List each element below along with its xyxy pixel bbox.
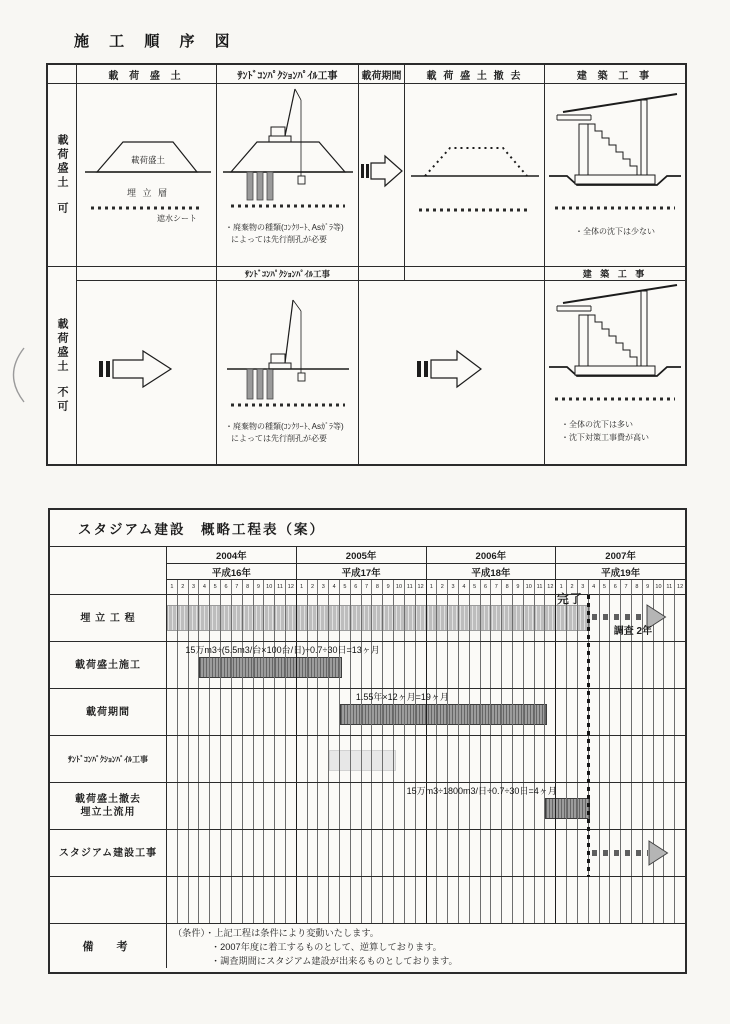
svg-text:によっては先行削孔が必要: によっては先行削孔が必要 (231, 235, 327, 244)
seq-r1-removal-cell (405, 84, 545, 267)
gantt-title: スタジアム建設 概略工程表（案） (50, 510, 685, 547)
month-cell: 3 (578, 580, 589, 595)
month-cell: 8 (372, 580, 383, 595)
month-cell: 7 (232, 580, 243, 595)
bar-annotation: 15万m3÷1800m3/日÷0.7÷30日=4ヶ月 (406, 786, 557, 796)
month-cell: 9 (383, 580, 394, 595)
sand-compaction-pile-diagram (217, 281, 359, 464)
month-cell: 4 (199, 580, 210, 595)
month-cell: 7 (621, 580, 632, 595)
gantt-year-row-wareki (167, 564, 685, 580)
seq-header-removal: 載 荷 盛 土 撤 去 (405, 65, 545, 84)
month-cell: 11 (275, 580, 286, 595)
seq-band-empty1 (77, 267, 217, 281)
gantt-table (48, 508, 687, 974)
seq-row1-label-main: 載荷盛土 (56, 134, 68, 190)
month-cell: 1 (167, 580, 178, 595)
gantt-timeline-header (167, 547, 685, 595)
dashed-arrow-shaft (592, 850, 648, 856)
gantt-row-label: 載荷盛土施工 (50, 642, 167, 689)
bar-annotation: 15万m3÷(5.5m3/台×100台/日)÷0.7÷30日=13ヶ月 (185, 645, 380, 655)
survey-duration-label: 調査 2年 (613, 626, 653, 637)
month-cell: 10 (654, 580, 665, 595)
remark-line: ・調査期間にスタジアム建設が出来るものとしております。 (211, 956, 458, 966)
month-cell: 5 (470, 580, 481, 595)
seq-band-empty2 (359, 267, 405, 281)
month-cell: 9 (513, 580, 524, 595)
month-cell: 12 (675, 580, 685, 595)
seq-r1-arrow-cell (359, 84, 405, 267)
month-cell: 5 (210, 580, 221, 595)
wareki-cell: 平成16年 (167, 564, 297, 580)
seq-r2-scp-cell (217, 281, 359, 464)
month-cell: 10 (264, 580, 275, 595)
sand-compaction-pile-diagram (217, 84, 359, 267)
gantt-remarks-row (50, 924, 685, 968)
seq-row2-label-main: 載荷盛土 (56, 317, 68, 374)
gantt-row (50, 877, 685, 924)
arrow-head-icon (648, 840, 669, 866)
month-cell: 12 (545, 580, 556, 595)
year-cell: 2004年 (167, 547, 297, 564)
month-grid (167, 877, 685, 923)
completion-dotted-line (587, 595, 590, 877)
month-cell: 8 (243, 580, 254, 595)
embankment-diagram (77, 84, 217, 267)
svg-text:・廃棄物の種類(ｺﾝｸﾘｰﾄ､Asｶﾞﾗ等): ・廃棄物の種類(ｺﾝｸﾘｰﾄ､Asｶﾞﾗ等) (225, 422, 344, 431)
wareki-cell: 平成17年 (297, 564, 427, 580)
month-cell: 12 (286, 580, 297, 595)
month-cell: 11 (664, 580, 675, 595)
month-cell: 11 (535, 580, 546, 595)
wareki-cell: 平成19年 (556, 564, 685, 580)
seq-band-building: 建 築 工 事 (545, 267, 685, 281)
seq-row1-label (48, 84, 77, 267)
month-cell: 2 (178, 580, 189, 595)
month-cell: 10 (524, 580, 535, 595)
seq-header-building: 建 築 工 事 (545, 65, 685, 84)
svg-text:埋 立 層: 埋 立 層 (126, 188, 170, 198)
seq-header-embankment: 載 荷 盛 土 (77, 65, 217, 84)
month-cell: 9 (643, 580, 654, 595)
month-cell: 10 (394, 580, 405, 595)
year-cell: 2006年 (427, 547, 557, 564)
year-cell: 2007年 (556, 547, 685, 564)
seq-row2-label-sub: 不可 (56, 385, 68, 414)
flow-arrow-icon (359, 84, 405, 267)
dashed-arrow-shaft (592, 614, 646, 620)
month-cell: 2 (567, 580, 578, 595)
gantt-row-chart (167, 877, 685, 924)
year-cell: 2005年 (297, 547, 427, 564)
month-cell: 8 (502, 580, 513, 595)
gantt-row-label (50, 877, 167, 924)
seq-r1-scp-cell (217, 84, 359, 267)
completion-label: 完了 (556, 592, 583, 606)
gantt-row-chart (167, 642, 685, 689)
removed-embankment-diagram (405, 84, 545, 267)
month-cell: 3 (189, 580, 200, 595)
page-title: 施 工 順 序 図 (74, 33, 238, 50)
month-cell: 9 (254, 580, 265, 595)
gantt-row-chart (167, 783, 685, 830)
month-cell: 11 (405, 580, 416, 595)
month-cell: 3 (448, 580, 459, 595)
svg-text:遮水シート: 遮水シート (157, 214, 197, 223)
svg-text:によっては先行削孔が必要: によっては先行削孔が必要 (231, 434, 327, 443)
month-grid (167, 736, 685, 782)
flow-arrow-icon (359, 281, 545, 464)
gantt-row-chart (167, 830, 685, 877)
seq-band-empty3 (405, 267, 545, 281)
seq-r2-building-cell (545, 281, 685, 464)
month-cell: 4 (459, 580, 470, 595)
month-cell: 5 (600, 580, 611, 595)
stadium-stand-diagram (545, 84, 685, 267)
gantt-year-row-western (167, 547, 685, 564)
gantt-body (50, 592, 685, 924)
month-cell: 6 (481, 580, 492, 595)
seq-r1-building-cell (545, 84, 685, 267)
month-cell: 1 (556, 580, 567, 595)
month-cell: 6 (221, 580, 232, 595)
svg-text:載荷盛土: 載荷盛土 (130, 155, 166, 165)
month-cell: 6 (610, 580, 621, 595)
remark-line: ・2007年度に着工するものとして、逆算しております。 (211, 942, 442, 952)
gantt-month-row (167, 580, 685, 595)
seq-header-scp: ｻﾝﾄﾞｺﾝﾊﾟｸｼｮﾝﾊﾟｲﾙ工事 (217, 65, 359, 84)
month-cell: 7 (362, 580, 373, 595)
flow-arrow-icon (77, 281, 217, 464)
svg-text:・廃棄物の種類(ｺﾝｸﾘｰﾄ､Asｶﾞﾗ等): ・廃棄物の種類(ｺﾝｸﾘｰﾄ､Asｶﾞﾗ等) (225, 223, 344, 232)
month-cell: 2 (308, 580, 319, 595)
month-cell: 4 (589, 580, 600, 595)
svg-text:・全体の沈下は多い: ・全体の沈下は多い (561, 420, 633, 429)
seq-r2-arrow-cell-right (359, 281, 545, 464)
gantt-row-chart (167, 689, 685, 736)
seq-header-corner (48, 65, 77, 84)
seq-r2-arrow-cell-left (77, 281, 217, 464)
gantt-row-label: スタジアム建設工事 (50, 830, 167, 877)
month-cell: 7 (491, 580, 502, 595)
gantt-row-label: 載荷期間 (50, 689, 167, 736)
month-cell: 2 (437, 580, 448, 595)
seq-row2-label (48, 267, 77, 464)
month-cell: 1 (427, 580, 438, 595)
svg-text:・沈下対策工事費が高い: ・沈下対策工事費が高い (561, 433, 649, 442)
gantt-row-chart (167, 595, 685, 642)
seq-row1-label-sub: 可 (56, 202, 68, 216)
seq-r1-embankment-cell (77, 84, 217, 267)
remark-line: （条件）・上記工程は条件により変動いたします。 (173, 928, 379, 938)
binder-mark (0, 345, 30, 405)
remarks-label: 備 考 (50, 924, 167, 968)
gantt-row-label: ｻﾝﾄﾞｺﾝﾊﾟｸｼｮﾝﾊﾟｲﾙ工事 (50, 736, 167, 783)
month-cell: 1 (297, 580, 308, 595)
seq-header-loading-period: 載荷期間 (359, 65, 405, 84)
month-cell: 3 (318, 580, 329, 595)
month-cell: 8 (632, 580, 643, 595)
gantt-row-chart (167, 736, 685, 783)
wareki-cell: 平成18年 (427, 564, 557, 580)
stadium-stand-diagram (545, 281, 685, 464)
remarks-body (167, 924, 685, 968)
gantt-row-label: 埋 立 工 程 (50, 595, 167, 642)
month-cell: 12 (416, 580, 427, 595)
bar-annotation: 1.55年×12ヶ月=19ヶ月 (355, 692, 449, 702)
month-cell: 5 (340, 580, 351, 595)
svg-text:・全体の沈下は少ない: ・全体の沈下は少ない (575, 227, 655, 236)
seq-band-scp: ｻﾝﾄﾞｺﾝﾊﾟｸｼｮﾝﾊﾟｲﾙ工事 (217, 267, 359, 281)
gantt-row-label: 載荷盛土撤去 埋立土流用 (50, 783, 167, 830)
month-cell: 6 (351, 580, 362, 595)
gantt-header-corner (50, 547, 167, 595)
month-cell: 4 (329, 580, 340, 595)
sequence-table (46, 63, 687, 466)
